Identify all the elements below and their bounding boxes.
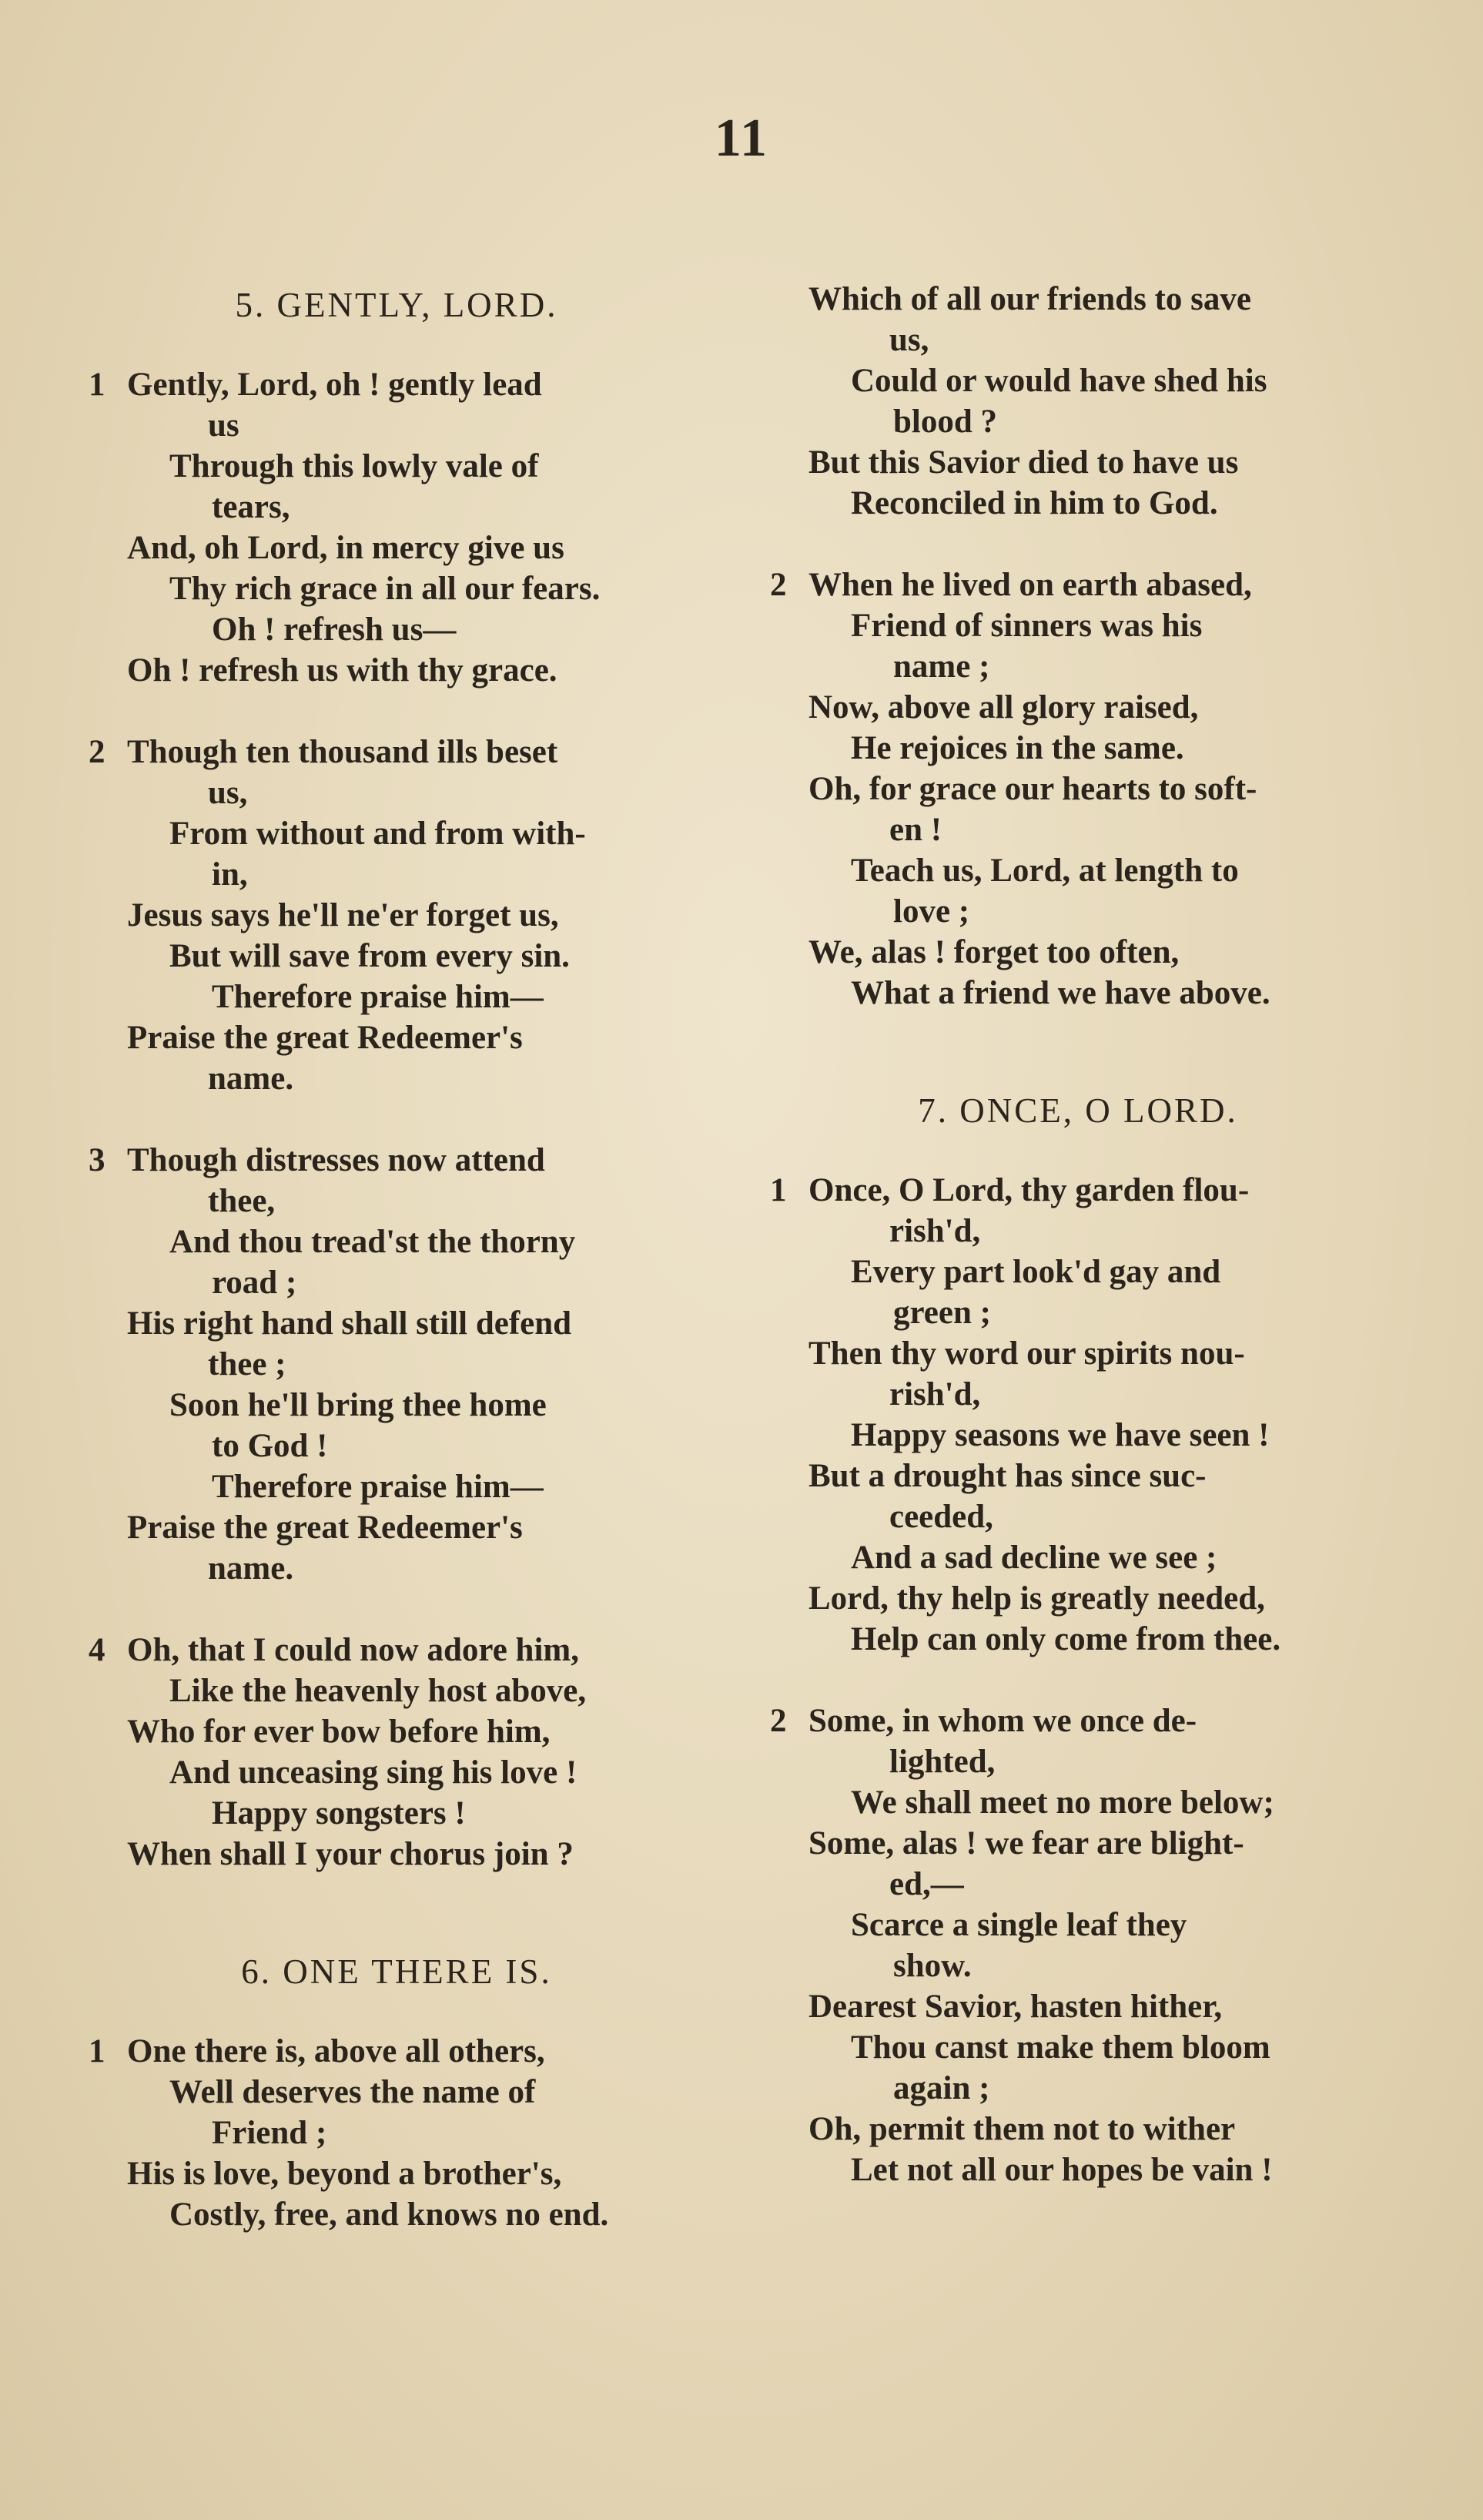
verse-text: One there is, above all others, (127, 2033, 545, 2069)
stanza-number (770, 2150, 808, 2190)
stanza-number (89, 895, 127, 936)
verse-line (89, 1344, 705, 1385)
verse-text: Dearest Savior, hasten hither, (808, 1989, 1223, 2025)
verse-text: Thou canst make them bloom (851, 2029, 1270, 2066)
stanza-number (89, 1507, 127, 1548)
stanza-number (770, 1333, 808, 1374)
verse-line (89, 1507, 705, 1548)
verse-line (89, 1426, 705, 1466)
verse-line (89, 1630, 705, 1671)
verse-text: What a friend we have above. (851, 975, 1270, 1011)
verse-line (770, 1374, 1386, 1415)
page-number: 11 (714, 109, 769, 168)
verse-line (89, 1058, 705, 1099)
verse-line (770, 809, 1386, 850)
stanza-number: 2 (770, 567, 787, 603)
verse-text: Reconciled in him to God. (851, 485, 1218, 521)
verse-text: Which of all our friends to save (808, 281, 1251, 317)
verse-line (770, 687, 1386, 728)
verse-text: name. (208, 1550, 294, 1587)
verse-text: Therefore praise him— (212, 1469, 544, 1505)
verse-text: Now, above all glory raised, (808, 689, 1199, 726)
verse-text: us, (208, 775, 248, 811)
verse-line (89, 568, 705, 609)
verse-text: us, (889, 322, 929, 358)
verse-line (89, 1017, 705, 1058)
verse-text: Let not all our hopes be vain ! (851, 2152, 1273, 2188)
stanza-number (89, 936, 127, 977)
stanza-number (770, 320, 808, 360)
stanza-number (770, 1252, 808, 1292)
stanza-number (89, 1262, 127, 1303)
stanza-number (770, 769, 808, 809)
stanza-number (89, 977, 127, 1017)
verse-text: lighted, (889, 1744, 996, 1780)
verse-text: green ; (893, 1295, 991, 1331)
verse-text: ceeded, (889, 1499, 993, 1535)
verse-text: Well deserves the name of (169, 2074, 536, 2110)
verse-text: And a sad decline we see ; (851, 1540, 1217, 1576)
stanza-number (89, 1017, 127, 1058)
verse-text: Soon he'll bring thee home (169, 1387, 547, 1423)
verse-line (770, 1415, 1386, 1456)
verse-line (770, 850, 1386, 891)
verse-text: Oh, that I could now adore him, (127, 1632, 579, 1668)
stanza-number (770, 1578, 808, 1619)
verse-line (89, 854, 705, 895)
verse-text: Therefore praise him— (212, 979, 544, 1015)
hymn-title: 5. GENTLY, LORD. (235, 286, 558, 324)
hymn-title: 7. ONCE, O LORD. (918, 1091, 1238, 1130)
verse-text: Happy seasons we have seen ! (851, 1417, 1270, 1453)
verse-text: His right hand shall still defend (127, 1305, 572, 1342)
verse-line (770, 1823, 1386, 1864)
verse-text: Who for ever bow before him, (127, 1714, 551, 1750)
verse-text: We shall meet no more below; (851, 1784, 1274, 1821)
verse-text: blood ? (893, 404, 998, 440)
verse-line (89, 2194, 705, 2235)
stanza (89, 1140, 705, 1589)
stanza-number (770, 973, 808, 1014)
verse-line (89, 2113, 705, 2153)
verse-text: rish'd, (889, 1376, 981, 1412)
verse-line (770, 565, 1386, 605)
stanza-number (770, 360, 808, 401)
stanza-number (770, 2027, 808, 2068)
verse-text: Then thy word our spirits nou- (808, 1335, 1245, 1372)
stanza (770, 565, 1386, 1014)
verse-line (89, 1548, 705, 1589)
verse-line (89, 650, 705, 691)
verse-line (89, 609, 705, 650)
verse-text: Lord, thy help is greatly needed, (808, 1580, 1265, 1617)
verse-text: He rejoices in the same. (851, 730, 1184, 766)
verse-line (770, 1456, 1386, 1496)
verse-line (770, 1292, 1386, 1333)
verse-text: tears, (212, 489, 290, 525)
verse-line (89, 1711, 705, 1752)
verse-text: name ; (893, 648, 990, 685)
verse-line (770, 1986, 1386, 2027)
verse-line (89, 1752, 705, 1793)
verse-line (770, 1170, 1386, 1211)
verse-text: We, alas ! forget too often, (808, 934, 1180, 970)
stanza-number (89, 1221, 127, 1262)
verse-line (89, 772, 705, 813)
stanza-number (89, 487, 127, 528)
verse-line (770, 1537, 1386, 1578)
stanza-number (770, 1905, 808, 1945)
verse-line (770, 1864, 1386, 1905)
stanza-number (89, 2113, 127, 2153)
stanza-number (770, 279, 808, 320)
verse-line (89, 487, 705, 528)
verse-line (89, 977, 705, 1017)
verse-line (89, 1303, 705, 1344)
stanza-number (770, 1415, 808, 1456)
verse-line (770, 1578, 1386, 1619)
verse-text: When shall I your chorus join ? (127, 1836, 574, 1872)
verse-text: Some, alas ! we fear are blight- (808, 1825, 1244, 1862)
verse-line (89, 1834, 705, 1875)
verse-line (89, 364, 705, 405)
verse-line (89, 1262, 705, 1303)
stanza-number (89, 1793, 127, 1834)
stanza-number (770, 687, 808, 728)
stanza-number (89, 1711, 127, 1752)
stanza-number (770, 1619, 808, 1660)
verse-line (770, 1496, 1386, 1537)
verse-line (770, 1701, 1386, 1741)
verse-line (89, 446, 705, 487)
stanza-number (89, 2072, 127, 2113)
stanza (770, 1170, 1386, 1660)
stanza-number (770, 1782, 808, 1823)
stanza-number (770, 891, 808, 932)
stanza-number (89, 1181, 127, 1221)
stanza-number (89, 446, 127, 487)
verse-line (770, 728, 1386, 769)
verse-line (770, 2109, 1386, 2150)
verse-text: Teach us, Lord, at length to (851, 853, 1239, 889)
verse-line (770, 973, 1386, 1014)
verse-text: Praise the great Redeemer's (127, 1510, 523, 1546)
stanza-number (770, 646, 808, 687)
verse-line (89, 1385, 705, 1426)
stanza-number (89, 568, 127, 609)
verse-line (770, 401, 1386, 442)
stanza-number (89, 1303, 127, 1344)
left-column (89, 285, 705, 2276)
stanza-number (770, 1741, 808, 1782)
stanza-number (89, 528, 127, 568)
verse-line (770, 1905, 1386, 1945)
stanza-number (770, 401, 808, 442)
stanza-number (770, 1456, 808, 1496)
verse-text: in, (212, 856, 248, 893)
verse-line (770, 932, 1386, 973)
verse-line (770, 1741, 1386, 1782)
stanza-number (770, 809, 808, 850)
verse-text: Friend ; (212, 2115, 327, 2151)
verse-text: Oh, for grace our hearts to soft- (808, 771, 1257, 807)
stanza-number (770, 605, 808, 646)
stanza-number: 2 (770, 1703, 787, 1739)
stanza-number (770, 1945, 808, 1986)
verse-line (89, 936, 705, 977)
verse-line (89, 732, 705, 772)
verse-line (89, 1181, 705, 1221)
verse-text: Oh ! refresh us— (212, 612, 457, 648)
verse-line (770, 1333, 1386, 1374)
stanza-number (89, 1344, 127, 1385)
verse-line (770, 2027, 1386, 2068)
verse-line (89, 1466, 705, 1507)
verse-text: And unceasing sing his love ! (169, 1754, 577, 1791)
stanza-number (770, 442, 808, 483)
stanza-number (770, 850, 808, 891)
stanza-number (770, 1986, 808, 2027)
stanza (89, 1630, 705, 1875)
verse-text: road ; (212, 1265, 297, 1301)
stanza-number (89, 650, 127, 691)
verse-line (770, 483, 1386, 524)
verse-line (770, 1211, 1386, 1252)
verse-line (89, 1140, 705, 1181)
verse-text: From without and from with- (169, 816, 586, 852)
verse-text: Gently, Lord, oh ! gently lead (127, 367, 542, 403)
verse-text: Scarce a single leaf they (851, 1907, 1187, 1943)
verse-line (770, 1782, 1386, 1823)
hymn-title: 6. ONE THERE IS. (241, 1952, 552, 1991)
verse-line (89, 1793, 705, 1834)
verse-text: thee ; (208, 1346, 286, 1382)
verse-text: ed,— (889, 1866, 964, 1902)
verse-text: And, oh Lord, in mercy give us (127, 530, 564, 566)
verse-text: en ! (889, 812, 942, 848)
verse-text: Costly, free, and knows no end. (169, 2197, 609, 2233)
verse-line (89, 405, 705, 446)
stanza-number (770, 1211, 808, 1252)
stanza-number (89, 854, 127, 895)
verse-text: love ; (893, 893, 970, 930)
verse-line (770, 360, 1386, 401)
stanza-number (770, 1823, 808, 1864)
verse-text: Oh, permit them not to wither (808, 2111, 1236, 2147)
stanza-number (770, 483, 808, 524)
verse-text: name. (208, 1061, 294, 1097)
verse-text: thee, (208, 1183, 276, 1219)
stanza-number: 3 (89, 1142, 105, 1178)
verse-line (89, 895, 705, 936)
stanza (89, 2031, 705, 2235)
verse-text: rish'd, (889, 1213, 981, 1249)
verse-text: But this Savior died to have us (808, 444, 1239, 481)
stanza-number (89, 813, 127, 854)
verse-text: His is love, beyond a brother's, (127, 2156, 562, 2192)
verse-line (770, 646, 1386, 687)
verse-line (770, 1619, 1386, 1660)
verse-text: But will save from every sin. (169, 938, 570, 974)
verse-text: Though distresses now attend (127, 1142, 545, 1178)
stanza-number (89, 1385, 127, 1426)
verse-text: Could or would have shed his (851, 363, 1267, 399)
stanza-number: 1 (89, 367, 105, 403)
verse-text: Jesus says he'll ne'er forget us, (127, 897, 559, 933)
stanza-number (89, 1834, 127, 1875)
verse-text: Through this lowly vale of (169, 448, 539, 484)
verse-line (770, 320, 1386, 360)
stanza-number (89, 1752, 127, 1793)
stanza-number (89, 1426, 127, 1466)
stanza-continuation (770, 279, 1386, 524)
verse-text: Oh ! refresh us with thy grace. (127, 652, 557, 689)
verse-text: Though ten thousand ills beset (127, 734, 558, 770)
stanza-number: 2 (89, 734, 105, 770)
verse-line (89, 1671, 705, 1711)
verse-text: show. (893, 1948, 972, 1984)
stanza-number (89, 1466, 127, 1507)
verse-text: Praise the great Redeemer's (127, 1020, 523, 1056)
verse-text: us (208, 407, 239, 444)
stanza-number (89, 609, 127, 650)
stanza-number (89, 772, 127, 813)
verse-text: Once, O Lord, thy garden flou- (808, 1172, 1250, 1208)
stanza-number (89, 2194, 127, 2235)
verse-text: And thou tread'st the thorny (169, 1224, 576, 1260)
verse-line (89, 2072, 705, 2113)
stanza-number (770, 2068, 808, 2109)
verse-text: But a drought has since suc- (808, 1458, 1207, 1494)
stanza-number (770, 932, 808, 973)
verse-text: to God ! (212, 1428, 328, 1464)
stanza-number (770, 1864, 808, 1905)
verse-text: again ; (893, 2070, 990, 2106)
verse-line (770, 891, 1386, 932)
stanza (770, 1701, 1386, 2190)
stanza-number (770, 728, 808, 769)
stanza-number (89, 1058, 127, 1099)
verse-line (770, 605, 1386, 646)
verse-text: Every part look'd gay and (851, 1254, 1221, 1290)
stanza-number (89, 405, 127, 446)
verse-line (89, 813, 705, 854)
verse-line (89, 528, 705, 568)
stanza (89, 732, 705, 1099)
verse-line (770, 769, 1386, 809)
verse-text: Some, in whom we once de- (808, 1703, 1197, 1739)
verse-text: Happy songsters ! (212, 1795, 466, 1831)
verse-line (770, 2150, 1386, 2190)
right-column (770, 279, 1386, 2231)
stanza-number: 1 (89, 2033, 105, 2069)
verse-line (770, 1945, 1386, 1986)
stanza-number (89, 1548, 127, 1589)
stanza-number (770, 1374, 808, 1415)
stanza-number (89, 1671, 127, 1711)
stanza-number (770, 1537, 808, 1578)
stanza-number (89, 2153, 127, 2194)
stanza-number (770, 1496, 808, 1537)
verse-line (770, 1252, 1386, 1292)
verse-text: Thy rich grace in all our fears. (169, 571, 601, 607)
stanza-number: 1 (770, 1172, 787, 1208)
verse-line (89, 2031, 705, 2072)
verse-text: Like the heavenly host above, (169, 1673, 587, 1709)
stanza-number (770, 2109, 808, 2150)
verse-text: Friend of sinners was his (851, 608, 1203, 644)
verse-text: Help can only come from thee. (851, 1621, 1281, 1657)
verse-line (89, 2153, 705, 2194)
stanza-number (770, 1292, 808, 1333)
verse-line (770, 279, 1386, 320)
verse-line (770, 2068, 1386, 2109)
verse-line (89, 1221, 705, 1262)
verse-line (770, 442, 1386, 483)
verse-text: When he lived on earth abased, (808, 567, 1252, 603)
stanza-number: 4 (89, 1632, 105, 1668)
stanza (89, 364, 705, 691)
